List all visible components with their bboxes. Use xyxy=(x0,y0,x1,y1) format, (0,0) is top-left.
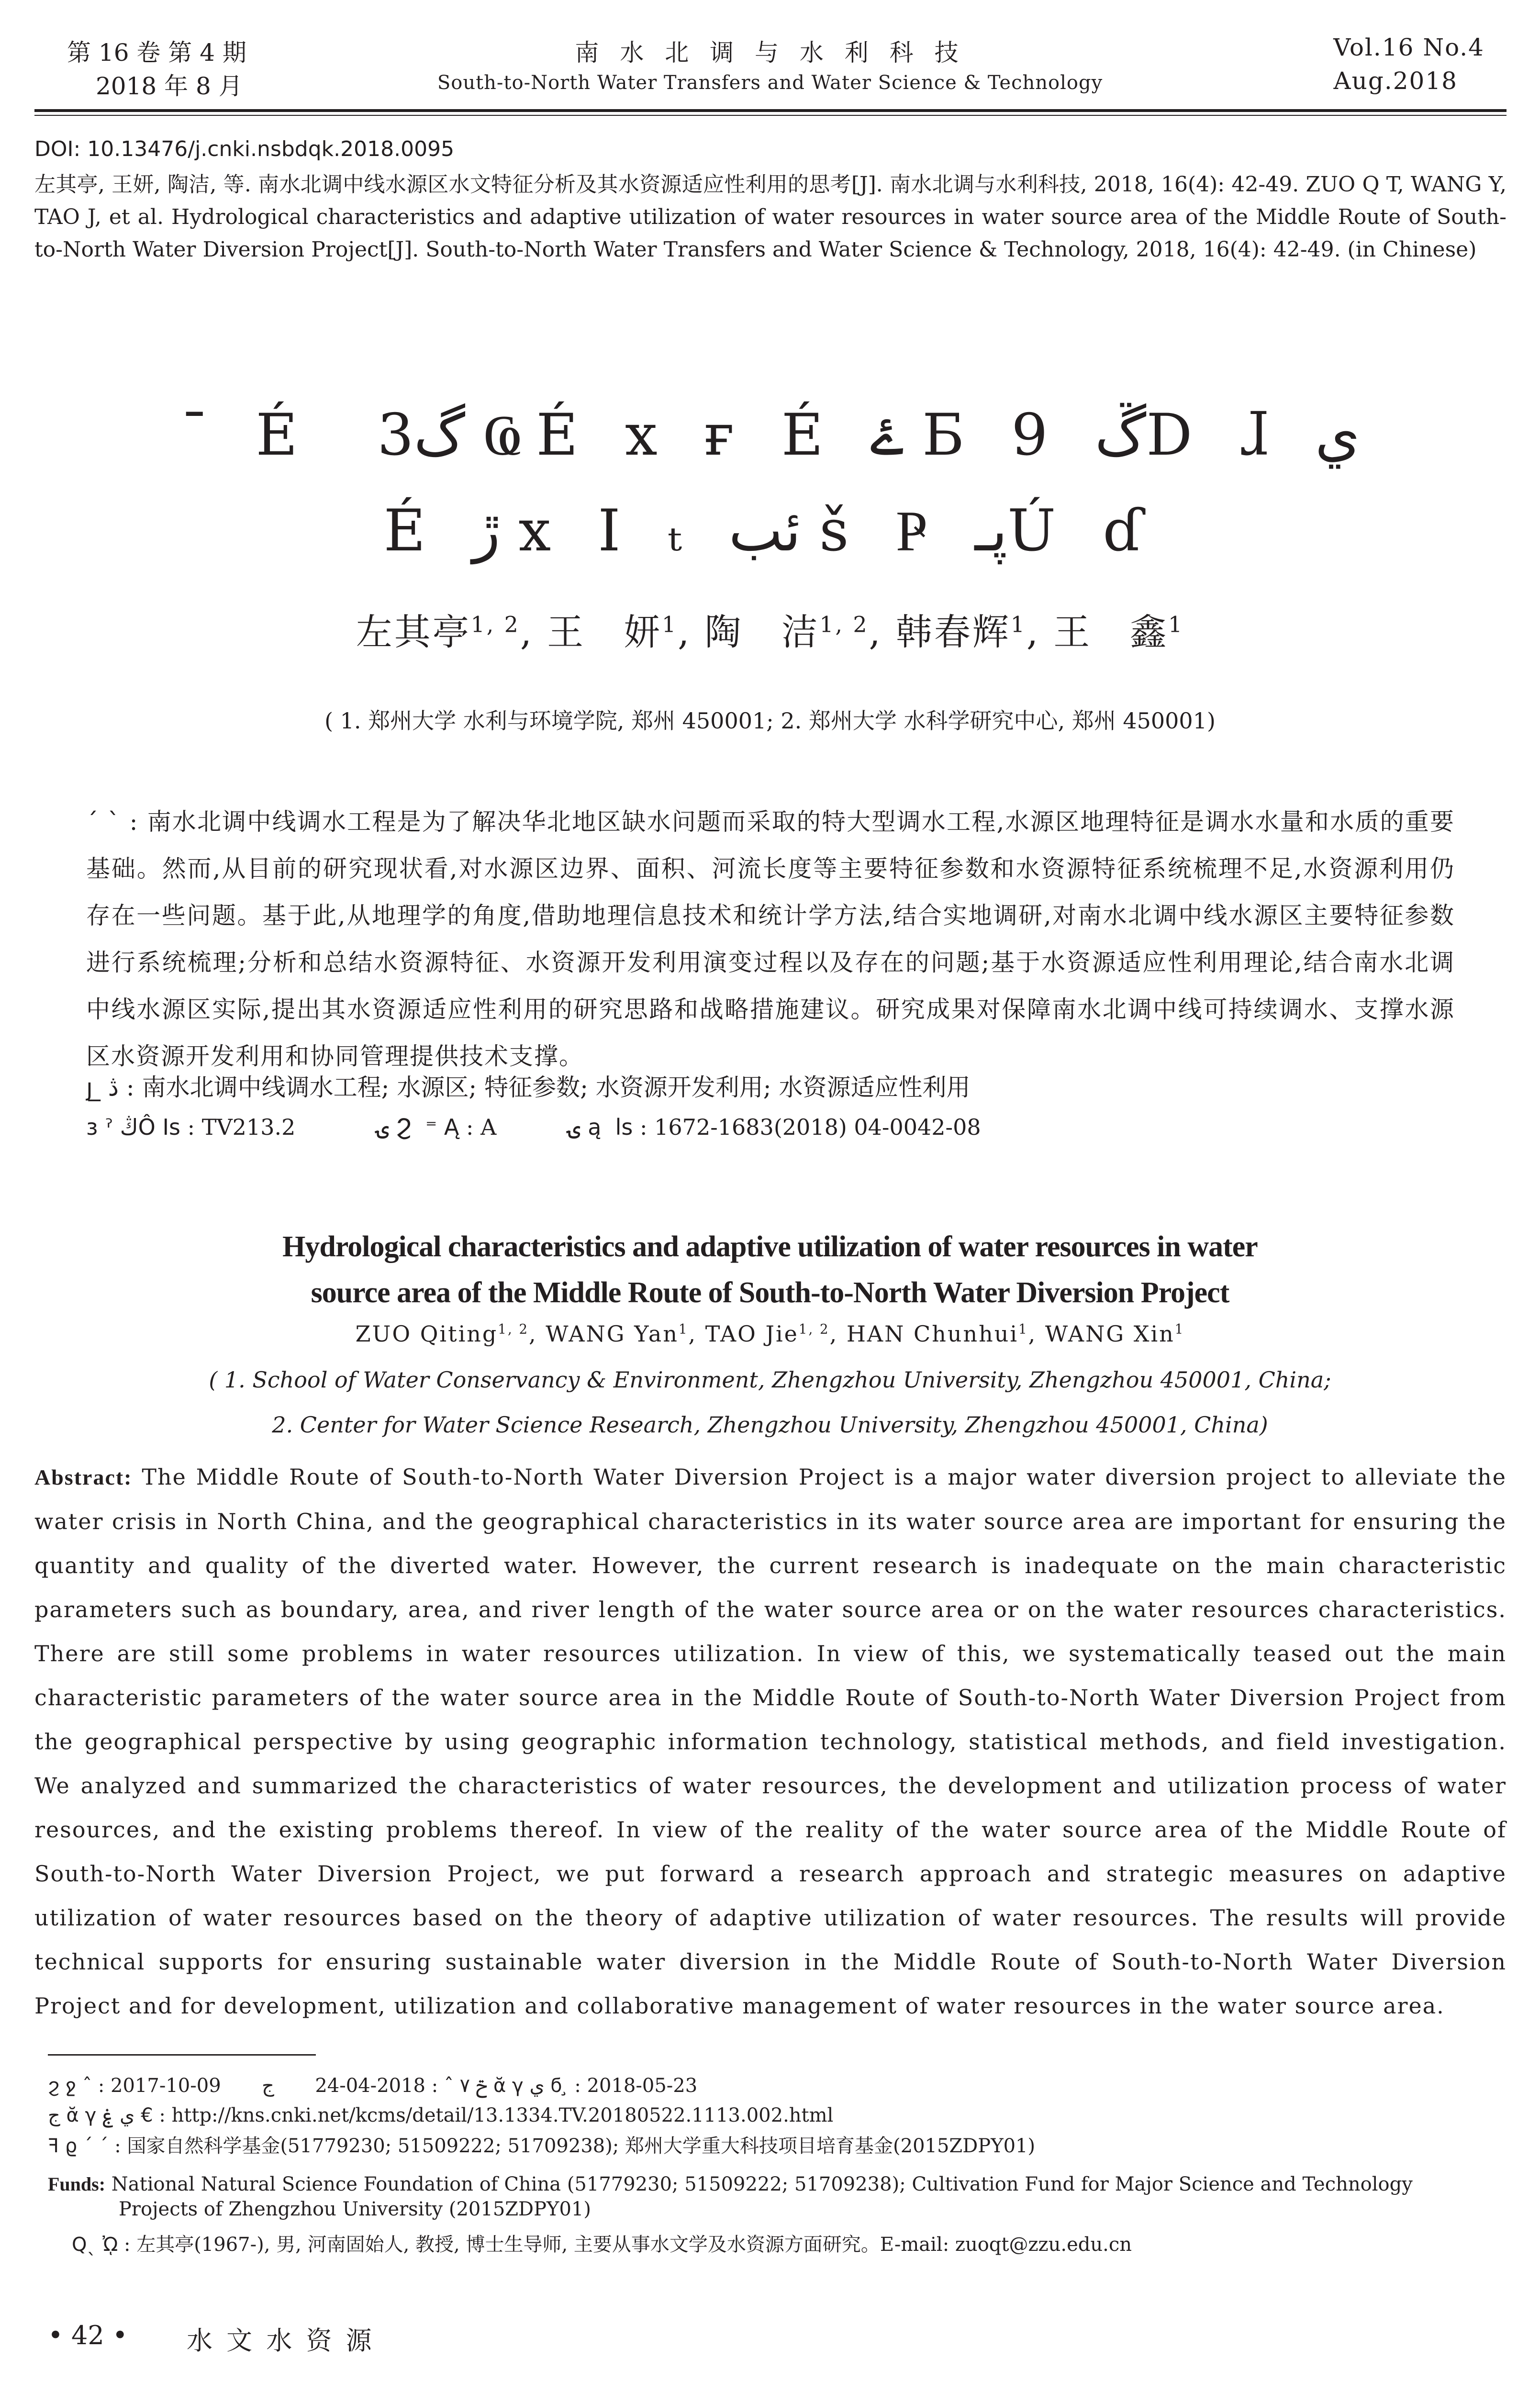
author-note-label: Qˎ ᾨ xyxy=(72,2234,118,2256)
article-no-label: ۍ ą ￼ ls xyxy=(568,1114,633,1140)
author-en-1-sup: 1, 2 xyxy=(498,1321,529,1337)
doc-code: A xyxy=(480,1114,497,1140)
title-en-line-2: source area of the Middle Route of South-to-North Water Diversion Project xyxy=(311,1276,1229,1309)
author-note-text: 左其亭(1967-), 男, 河南固始人, 教授, 博士生导师, 主要从事水文学及水资源方面研究。E-mail: zuoqt@zzu.edu.cn xyxy=(136,2234,1132,2256)
doi: DOI: 10.13476/j.cnki.nsbdqk.2018.0095 xyxy=(34,137,455,161)
footnote-dates: ϩ ջ ˆ : 2017-10-09 ݗ ۷ ˆ : 2018-04-24 ج ᾰ γ ي ϭ ̧ : 2018-05-23 xyxy=(48,2075,698,2097)
author-en-5-sup: 1 xyxy=(1174,1321,1185,1337)
received-date: 2017-10-09 xyxy=(111,2075,221,2097)
abstract-en-label: Abstract: xyxy=(34,1465,133,1489)
journal-title-en: South-to-North Water Transfers and Water Science & Technology xyxy=(437,72,1103,94)
url-label: ج ᾰ γ ي ۼ € xyxy=(48,2104,153,2126)
article-no: 1672-1683(2018) 04-0042-08 xyxy=(654,1114,981,1140)
volume-issue-en: Vol.16 No.4 xyxy=(1333,34,1484,61)
abstract-cn-text: 南水北调中线调水工程是为了解决华北地区缺水问题而采取的特大型调水工程,水源区地理特征是调水水量和水质的重要基础。然而,从目前的研究现状看,对水源区边界、面积、河流长度等主要特征参数和水资源特征系统梳理不足,水资源利用仍存在一些问题。基于此,从地理学的角度,借助地理信息技术和统计学方法,结合实地调研,对南水北调中线水源区主要特征参数进行系统梳理;分析和总结水资源特征、水资源开发利用演变过程以及存在的问题;基于水资源适应性利用理论,结合南水北调中线水源区实际,提出其水资源适应性利用的研究思路和战略措施建议。研究成果对保障南水北调中线可持续调水、支撑水源区水资源开发利用和协同管理提供技术支撑。 xyxy=(86,808,1455,1070)
revised-date: 2018-04-24 xyxy=(315,2075,425,2097)
clc-number: TV213.2 xyxy=(201,1114,296,1140)
footnote-rule xyxy=(48,2054,316,2056)
author-en-2: WANG Yan xyxy=(546,1321,679,1347)
page-number: • 42 • xyxy=(48,2320,128,2350)
footnote-funds-en xyxy=(48,2173,1413,2196)
keywords-cn-label: ȷ ̲ ڎ xyxy=(86,1073,119,1101)
journal-title-cn: 南 水 北 调 与 水 利 科 技 xyxy=(575,39,965,67)
doc-code-label: ۍ Ϩ ￼ ⁼ Ą xyxy=(376,1114,459,1140)
title-en-line-1: Hydrological characteristics and adaptive utilization of water resources in water xyxy=(282,1230,1258,1263)
affiliation-en-line-1: ( 1. School of Water Conservancy & Environment, Zhengzhou University, Zhengzhou 450001, China; xyxy=(209,1367,1331,1393)
author-en-3: TAO Jie xyxy=(705,1321,799,1347)
date-en: Aug.2018 xyxy=(1333,67,1458,95)
abstract-en xyxy=(34,1455,1507,2028)
revised-label: ݗ ۷ ˆ xyxy=(444,2075,488,2097)
authors-cn: 左其亭$^{1, 2}$, 王 妍$^1$, 陶 洁$^{1, 2}$, 韩春辉$^1$, 王 鑫$^1$ xyxy=(356,611,1184,653)
section-name: 水 文 水 资 源 xyxy=(187,2326,375,2356)
title-cn-line-2: É ڙ x I ₜ ئب š Ҏ پـÚ ɗ xyxy=(383,498,1157,564)
keywords-cn: ȷ ̲ ڎ : 南水北调中线调水工程; 水源区; 特征参数; 水资源开发利用; 水资源适应性利用 xyxy=(86,1073,971,1101)
author-en-2-sup: 1 xyxy=(678,1321,689,1337)
author-en-1: ZUO Qiting xyxy=(355,1321,498,1347)
received-label: ϩ ջ ˆ xyxy=(48,2075,92,2097)
abstract-en-text: The Middle Route of South-to-North Water Diversion Project is a major water diversion project to alleviate the water crisis in North China, and the geographical characteristics in its water source area are important for ensuring the quantity and quality of the diverted water. However, the current research is inadequate on the main characteristic parameters such as boundary, area, and river length of the water source area or on the water resources characteristics. There are still some problems in water resources utilization. In view of this, we systematically teased out the main characteristic parameters of the water source area in the Middle Route of South-to-North Water Diversion Project from the geographical perspective by using geographic information technology, statistical methods, and field investigation. We analyzed and summarized the characteristics of water resources, the development and utilization process of water resources, and the existing problems thereof. In view of the reality of the water source area of the Middle Route of South-to-North Water Diversion Project, we put forward a research approach and strategic measures on adaptive utilization of water resources based on the theory of adaptive utilization of water resources. The results will provide technical supports for ensuring sustainable water diversion in the Middle Route of South-to-North Water Diversion Project and for development, utilization and collaborative management of water resources in the water source area. xyxy=(34,1464,1507,2019)
footnote-author: Qˎ ᾨ : 左其亭(1967-), 男, 河南固始人, 教授, 博士生导师, 主要从事水文学及水资源方面研究。E-mail: zuoqt@zzu.edu.cn xyxy=(72,2234,1132,2256)
header-rule-thin xyxy=(34,115,1507,116)
classification-line: ɜ ˀ ڭÔ Is : TV213.2 ۍ Ϩ ￼ ⁼ Ą : A ۍ ą ￼ ls : 1672-1683(2018) 04-0042-08 xyxy=(86,1114,981,1140)
author-cn-2-sup: 1 xyxy=(662,612,678,637)
footnote-funds-en-line-2: Projects of Zhengzhou University (2015ZDPY01) xyxy=(119,2198,591,2220)
author-cn-2: 王 妍 xyxy=(547,611,662,653)
footnote-fund-cn: ꟻ ϱ ˊ ˊ : 国家自然科学基金(51779230; 51509222; 51709238); 郑州大学重大科技项目培育基金(2015ZDPY01) xyxy=(48,2135,1036,2157)
funds-en-label: Funds: xyxy=(48,2173,106,2195)
online-url[interactable]: http://kns.cnki.net/kcms/detail/13.1334.TV.20180522.1113.002.html xyxy=(171,2104,834,2126)
authors-en: ZUO Qiting$^{1, 2}$, WANG Yan$^1$, TAO Jie$^{1, 2}$, HAN Chunhui$^1$, WANG Xin$^1$ xyxy=(355,1321,1185,1347)
header-rule-thick xyxy=(34,109,1507,112)
author-cn-5: 王 鑫 xyxy=(1053,611,1169,653)
online-label: ج ᾰ γ ي ϭ ̧ xyxy=(262,2075,569,2097)
author-cn-1: 左其亭 xyxy=(356,611,471,653)
online-date: 2018-05-23 xyxy=(587,2075,698,2097)
affiliation-cn: ( 1. 郑州大学 水利与环境学院, 郑州 450001; 2. 郑州大学 水科学研究中心, 郑州 450001) xyxy=(324,708,1216,734)
fund-cn-label: ꟻ ϱ ˊ ˊ xyxy=(48,2135,109,2157)
author-cn-5-sup: 1 xyxy=(1168,612,1184,637)
author-cn-3: 陶 洁 xyxy=(704,611,820,653)
author-en-4: HAN Chunhui xyxy=(846,1321,1019,1347)
author-en-4-sup: 1 xyxy=(1018,1321,1028,1337)
author-en-3-sup: 1, 2 xyxy=(798,1321,830,1337)
clc-label: ɜ ˀ ڭÔ Is xyxy=(86,1114,181,1140)
abstract-cn: ˊ ˋ : 南水北调中线调水工程是为了解决华北地区缺水问题而采取的特大型调水工程,水源区地理特征是调水水量和水质的重要基础。然而,从目前的研究现状看,对水源区边界、面积、河流长度等主要特征参数和水资源特征系统梳理不足,水资源利用仍存在一些问题。基于此,从地理学的角度,借助地理信息技术和统计学方法,结合实地调研,对南水北调中线水源区主要特征参数进行系统梳理;分析和总结水资源特征、水资源开发利用演变过程以及存在的问题;基于水资源适应性利用理论,结合南水北调中线水源区实际,提出其水资源适应性利用的研究思路和战略措施建议。研究成果对保障南水北调中线可持续调水、支撑水源区水资源开发利用和协同管理提供技术支撑。 xyxy=(86,808,1455,1070)
fund-cn-text: 国家自然科学基金(51779230; 51509222; 51709238); 郑州大学重大科技项目培育基金(2015ZDPY01) xyxy=(127,2135,1036,2157)
date-cn: 2018 年 8 月 xyxy=(96,72,243,100)
volume-issue-cn: 第 16 卷 第 4 期 xyxy=(67,39,246,67)
footnote-url: ج ᾰ γ ي ۼ € : http://kns.cnki.net/kcms/detail/13.1334.TV.20180522.1113.002.html xyxy=(48,2104,834,2126)
affiliation-en-line-2: 2. Center for Water Science Research, Zhengzhou University, Zhengzhou 450001, China) xyxy=(272,1412,1268,1438)
author-cn-1-sup: 1, 2 xyxy=(470,612,520,637)
author-cn-4-sup: 1 xyxy=(1010,612,1027,637)
funds-en-line-1: National Natural Science Foundation of China (51779230; 51509222; 51709238); Cultivation Fund for Major Science and Technology xyxy=(111,2173,1413,2195)
author-cn-3-sup: 1, 2 xyxy=(819,612,869,637)
author-en-5: WANG Xin xyxy=(1045,1321,1175,1347)
keywords-cn-text: 南水北调中线调水工程; 水源区; 特征参数; 水资源开发利用; 水资源适应性利用 xyxy=(142,1073,971,1101)
author-cn-4: 韩春辉 xyxy=(895,611,1011,653)
citation-text: 左其亭, 王妍, 陶洁, 等. 南水北调中线水源区水文特征分析及其水资源适应性利用的思考[J]. 南水北调与水利科技, 2018, 16(4): 42-49. ZUO Q T, WANG Y, TAO J, et al. Hydrological characteristics and adaptive utilization of water resources in water source area of the Middle Route of South-to-North Water Diversion Project[J]. South-to-North Water Transfers and Water Science & Technology, 2018, 16(4): 42-49. (in Chinese) xyxy=(34,172,1507,262)
title-cn-line-1: ¯ É ￼ گ3 ҨÉ x ғ É ۓ Б 9 ڱD ɺ ي xyxy=(180,402,1360,469)
abstract-cn-label: ˊ ˋ xyxy=(86,808,121,836)
